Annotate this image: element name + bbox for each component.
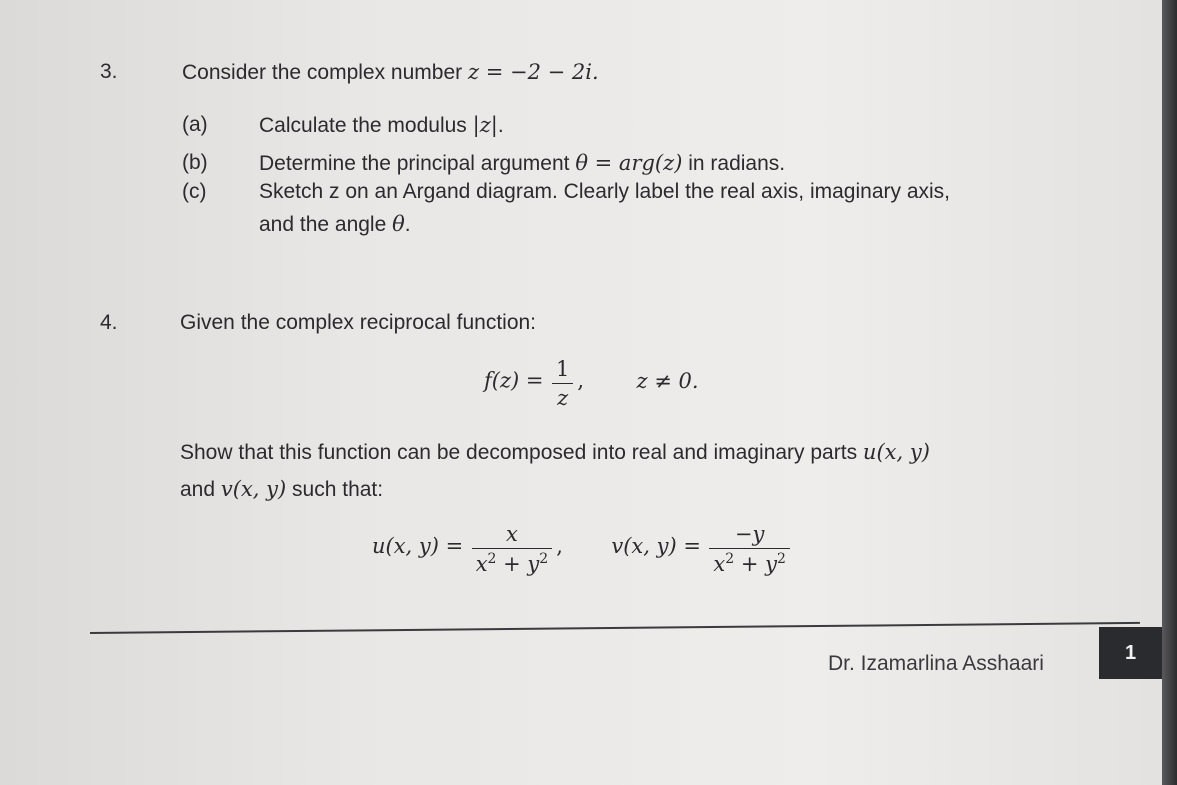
- q4-show-line: [180, 440, 930, 465]
- u-fraction: [472, 522, 553, 576]
- f-numerator: 1: [555, 357, 570, 381]
- v-denominator: [709, 548, 790, 576]
- v-lhs: v(x, y) =: [611, 534, 701, 559]
- q3b-label: (b): [182, 151, 208, 174]
- q3c-line2-text: and the angle: [259, 213, 387, 236]
- uv-equations: [372, 522, 794, 576]
- q3a-label: (a): [182, 113, 208, 136]
- v-den-plus: +: [734, 552, 766, 576]
- u-den-x-exp: 2: [487, 551, 497, 567]
- u-den-x: x: [475, 552, 488, 576]
- v-numerator: −y: [734, 522, 765, 546]
- page-number: 1: [1124, 641, 1137, 664]
- f-lhs: f(z) =: [484, 368, 544, 393]
- q4-show-text: Show that this function can be decomposed into real and imaginary parts: [180, 441, 858, 464]
- page-edge-shadow: [1162, 0, 1177, 785]
- q3-stem: [182, 60, 599, 85]
- q3c-theta: θ: [392, 212, 405, 236]
- q4-such-that: such that:: [292, 478, 384, 501]
- v-den-x-exp: 2: [725, 551, 735, 567]
- q3c-line2: [259, 212, 411, 237]
- u-lhs: u(x, y) =: [372, 534, 464, 559]
- q3a-text: [259, 113, 504, 138]
- q3a-tail: .: [497, 114, 504, 137]
- q3c-label: (c): [182, 180, 207, 203]
- q4-show-math: u(x, y): [862, 440, 930, 464]
- footer-author: Dr. Izamarlina Asshaari: [828, 652, 1044, 675]
- u-comma: ,: [556, 534, 563, 559]
- q3-stem-math: z = −2 − 2i.: [467, 60, 599, 84]
- f-fraction: [552, 357, 573, 410]
- v-den-y-exp: 2: [776, 551, 786, 567]
- v-den-x: x: [713, 552, 726, 576]
- u-den-y: y: [527, 552, 540, 576]
- q4-stem: Given the complex reciprocal function:: [180, 311, 537, 334]
- q3b-text: [259, 151, 785, 176]
- q3b-math: θ = arg(z): [575, 151, 683, 175]
- f-denominator: z: [552, 383, 573, 410]
- q4-and-math: v(x, y): [220, 477, 287, 501]
- f-condition: z ≠ 0.: [636, 368, 699, 393]
- u-den-y-exp: 2: [539, 551, 549, 567]
- q3c-tail: .: [404, 213, 411, 236]
- v-fraction: [709, 522, 790, 576]
- f-equation: [484, 357, 699, 410]
- q3b-tail: in radians.: [688, 152, 786, 175]
- q3-number: 3.: [100, 60, 118, 83]
- f-comma: ,: [577, 368, 585, 393]
- q4-and-line: [180, 477, 383, 502]
- q3c-line1: Sketch z on an Argand diagram. Clearly label the real axis, imaginary axis,: [259, 180, 951, 203]
- q4-and-text: and: [180, 478, 216, 501]
- q4-number: 4.: [100, 311, 118, 334]
- page-number-badge: [1099, 627, 1162, 679]
- q3a-body: Calculate the modulus: [259, 114, 467, 137]
- q3-stem-text: Consider the complex number: [182, 61, 463, 84]
- u-den-plus: +: [496, 552, 528, 576]
- q3b-body: Determine the principal argument: [259, 152, 570, 175]
- q3a-math: |z|: [472, 113, 498, 137]
- u-numerator: x: [506, 522, 518, 546]
- v-den-y: y: [765, 552, 777, 576]
- u-denominator: [472, 548, 553, 576]
